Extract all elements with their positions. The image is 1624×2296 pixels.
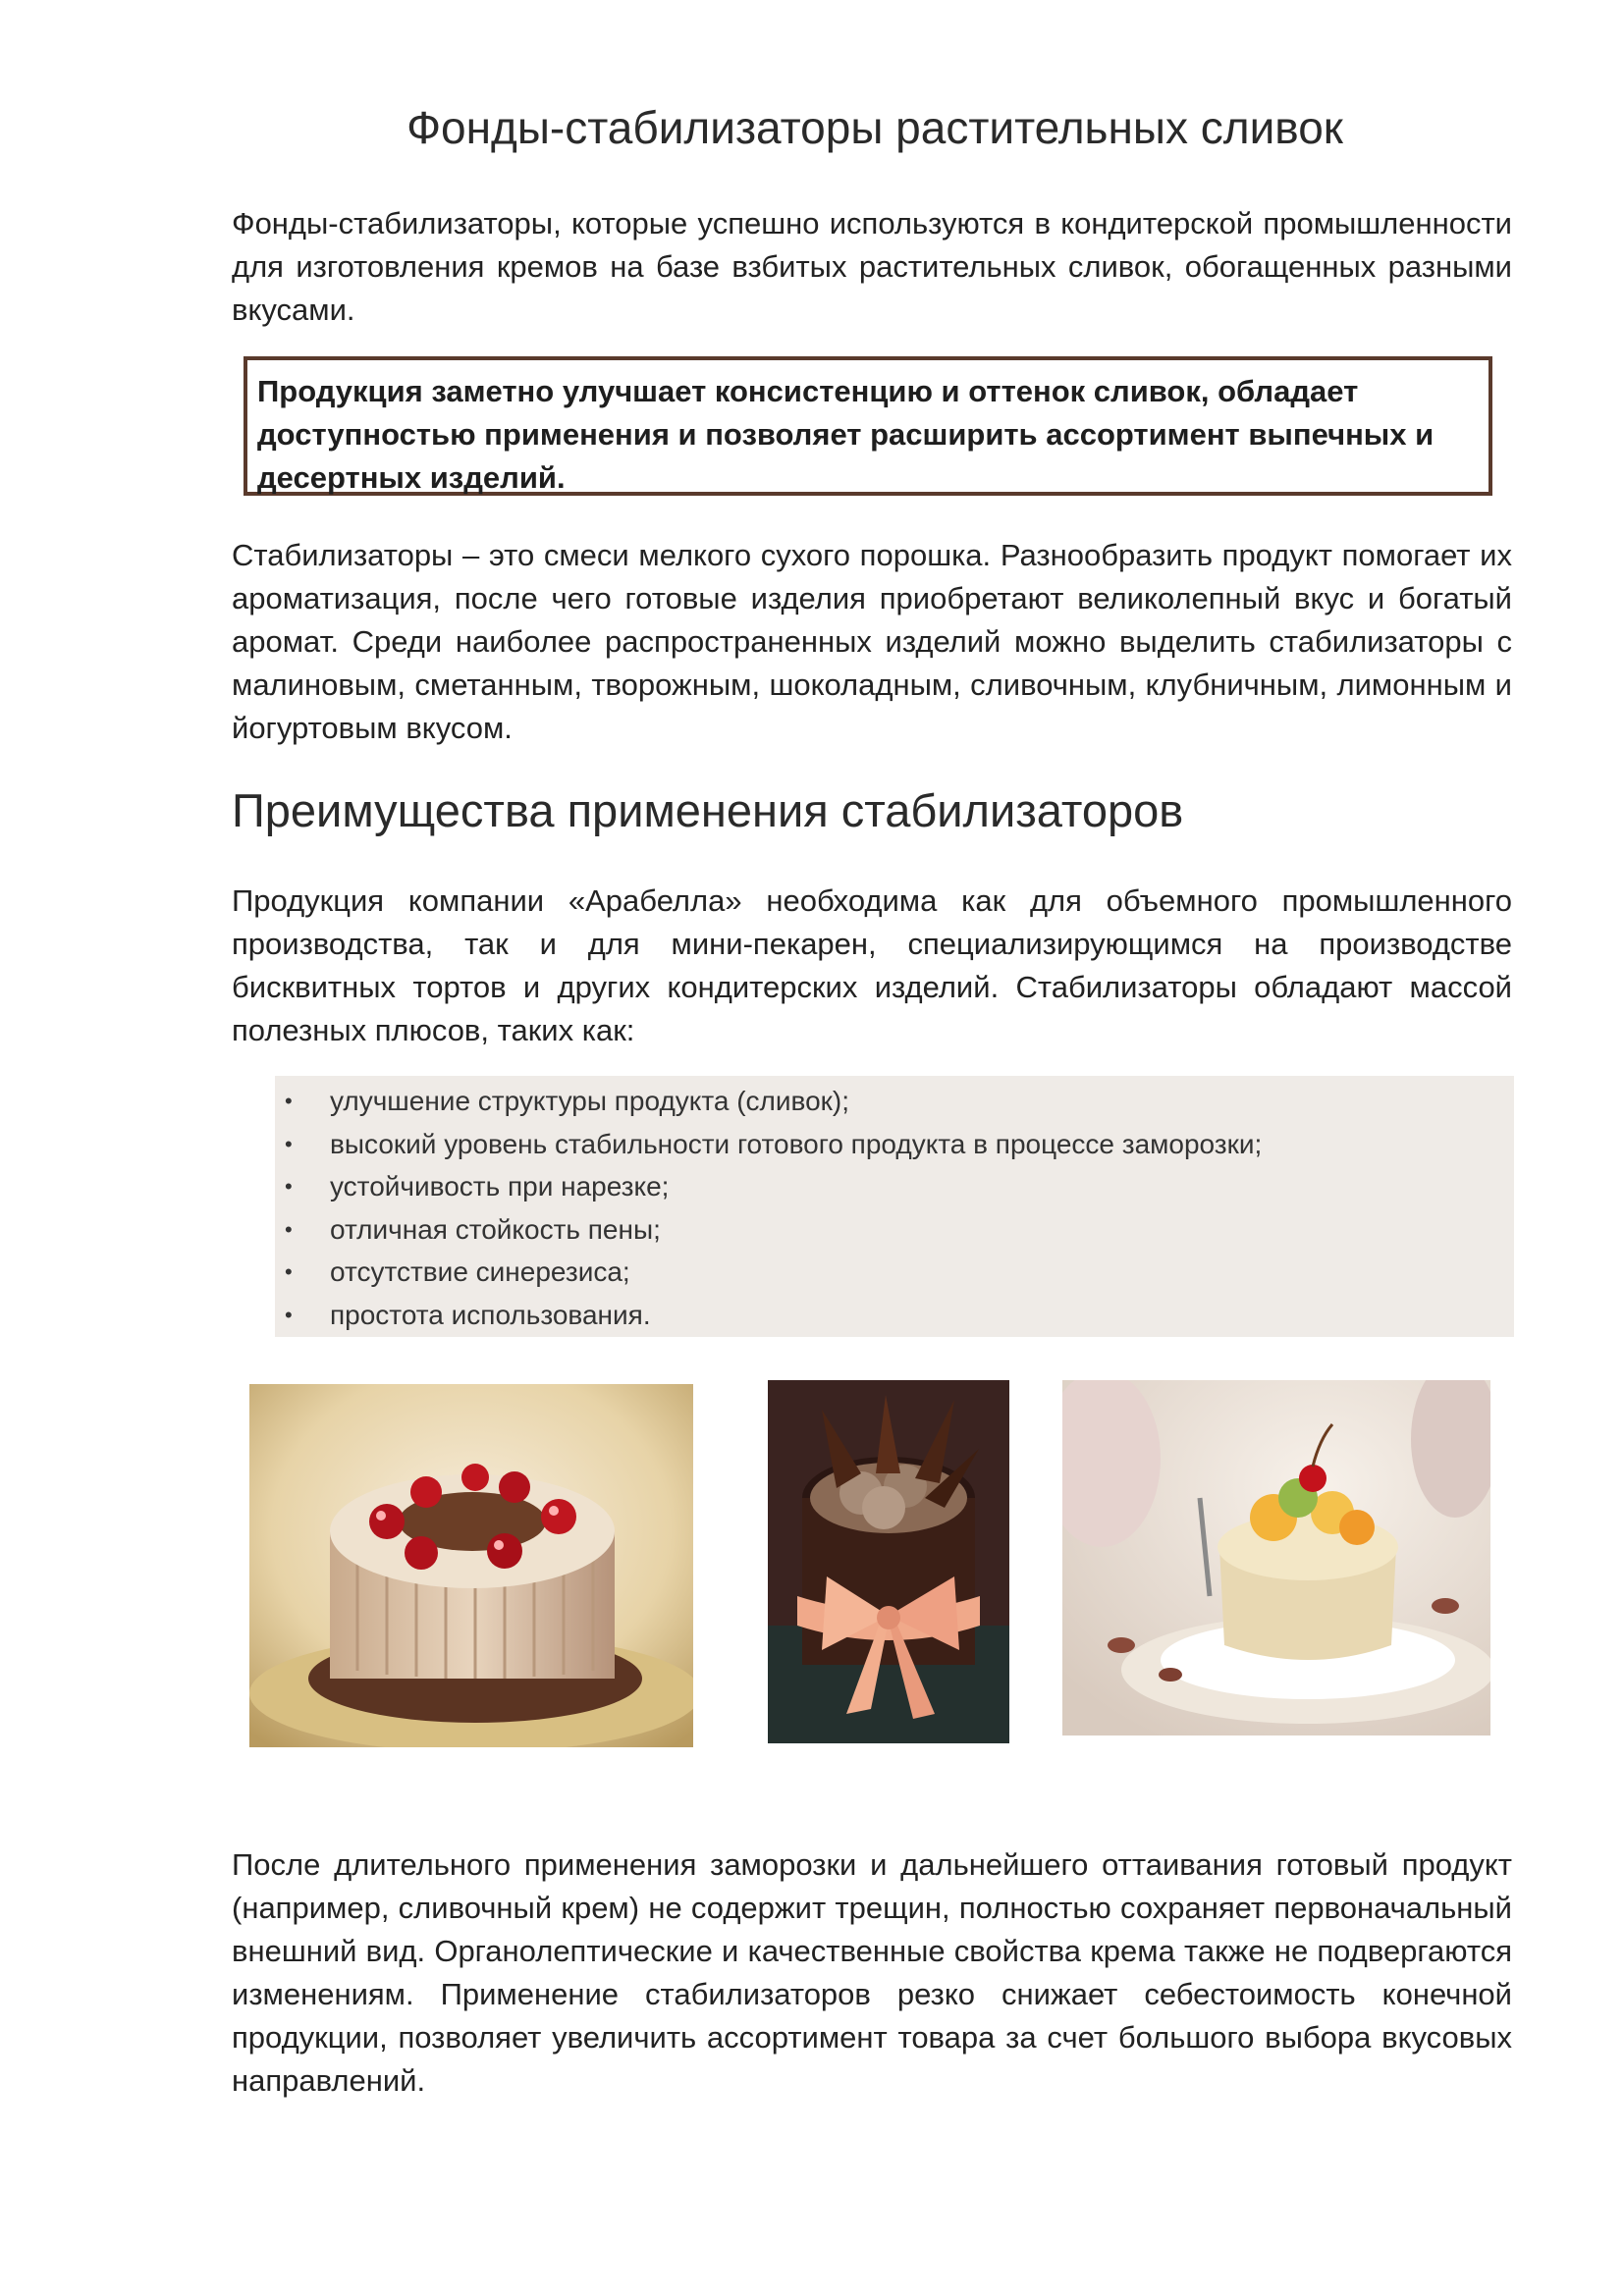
callout-box: Продукция заметно улучшает консистенцию и оттенок сливок, обладает доступностью применения и позволяет расширить ассортимент выпечных и десертных изделий.	[244, 356, 1492, 496]
list-item	[275, 1251, 1514, 1294]
list-item	[275, 1080, 1514, 1123]
bullet-icon: •	[285, 1174, 293, 1199]
list-item	[275, 1208, 1514, 1252]
list-item-text: высокий уровень стабильности готового продукта в процессе заморозки;	[330, 1128, 1263, 1159]
intro-paragraph: Фонды-стабилизаторы, которые успешно используются в кондитерской промышленности для изготовления кремов на базе взбитых растительных сливок, обогащенных разными вкусами.	[232, 206, 1512, 327]
list-item-text: улучшение структуры продукта (сливок);	[330, 1086, 849, 1116]
bullet-icon: •	[285, 1302, 293, 1327]
benefits-list	[275, 1076, 1514, 1337]
bullet-icon: •	[285, 1089, 293, 1113]
cherry-cake-photo	[249, 1384, 693, 1747]
stabilizers-paragraph: Стабилизаторы – это смеси мелкого сухого порошка. Разнообразить продукт помогает их ароматизация, после чего готовые изделия приобретают великолепный вкус и богатый аромат. Среди наиболее распространенных изделий можно выделить стабилизаторы с малиновым, сметанным, творожным, шоколадным, сливочным, клубничным, лимонным и йогуртовым вкусом.	[232, 538, 1512, 745]
closing-paragraph: После длительного применения заморозки и дальнейшего оттаивания готовый продукт (например, сливочный крем) не содержит трещин, полностью сохраняет первоначальный внешний вид. Органолептические и качественные свойства крема также не подвергаются изменениям. Применение стабилизаторов резко снижает себестоимость конечной продукции, позволяет увеличить ассортимент товара за счет большого выбора вкусовых направлений.	[232, 1847, 1512, 2098]
chocolate-dessert-photo	[768, 1380, 1009, 1743]
list-item	[275, 1123, 1514, 1166]
section-heading: Преимущества применения стабилизаторов	[232, 784, 1184, 836]
advantages-paragraph: Продукция компании «Арабелла» необходима как для объемного промышленного производства, так и для мини-пекарен, специализирующимся на производстве бисквитных тортов и других кондитерских изделий. Стабилизаторы обладают массой полезных плюсов, таких как:	[232, 883, 1512, 1047]
bullet-icon: •	[285, 1131, 293, 1156]
list-item-text: отличная стойкость пены;	[330, 1213, 661, 1245]
page-title: Фонды-стабилизаторы растительных сливок	[406, 102, 1343, 153]
list-item-text: устойчивость при нарезке;	[330, 1171, 670, 1201]
list-item-text: отсутствие синерезиса;	[330, 1256, 630, 1287]
bullet-icon: •	[285, 1216, 293, 1242]
list-item-text: простота использования.	[330, 1299, 651, 1330]
fruit-dessert-photo	[1062, 1380, 1490, 1735]
list-item	[275, 1294, 1514, 1337]
bullet-icon: •	[285, 1259, 293, 1284]
list-item	[275, 1165, 1514, 1208]
